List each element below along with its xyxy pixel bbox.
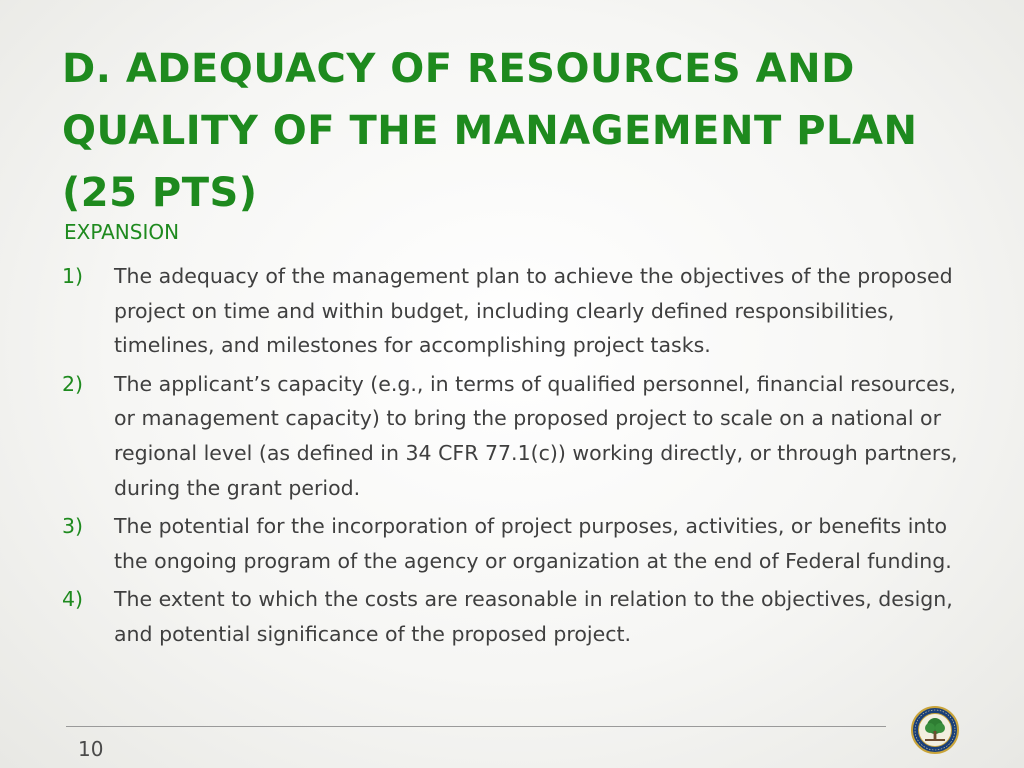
list-item — [62, 582, 972, 651]
list-item-text: The extent to which the costs are reasonable in relation to the objectives, design, and potential significance of the proposed project. — [114, 587, 953, 646]
criteria-list — [62, 259, 972, 656]
list-item-number: 3) — [62, 514, 84, 539]
list-item-text: The applicant’s capacity (e.g., in terms of qualified personnel, financial resources, or management capacity) to bring the proposed project to scale on a national or regional level (as defined in 34 CFR 77.1(c)) working directly, or through partners, during the grant period. — [114, 371, 958, 500]
department-of-education-seal-icon — [911, 706, 959, 754]
list-item — [62, 509, 972, 578]
list-item — [62, 367, 972, 505]
list-item — [62, 259, 972, 363]
list-item-text: The potential for the incorporation of project purposes, activities, or benefits into the ongoing program of the agency or organization at the end of Federal funding. — [114, 514, 952, 573]
footer-divider — [66, 726, 886, 727]
list-item-text: The adequacy of the management plan to achieve the objectives of the proposed project on time and within budget, including clearly defined responsibilities, timelines, and milestones for accomplishing project tasks. — [114, 264, 953, 358]
list-item-number: 4) — [62, 587, 84, 612]
list-item-number: 2) — [62, 371, 84, 396]
page-number: 10 — [78, 737, 104, 761]
slide-subtitle: EXPANSION — [64, 220, 180, 244]
slide-title: D. ADEQUACY OF RESOURCES AND QUALITY OF THE MANAGEMENT PLAN (25 PTS) — [62, 46, 918, 216]
list-item-number: 1) — [62, 264, 84, 288]
